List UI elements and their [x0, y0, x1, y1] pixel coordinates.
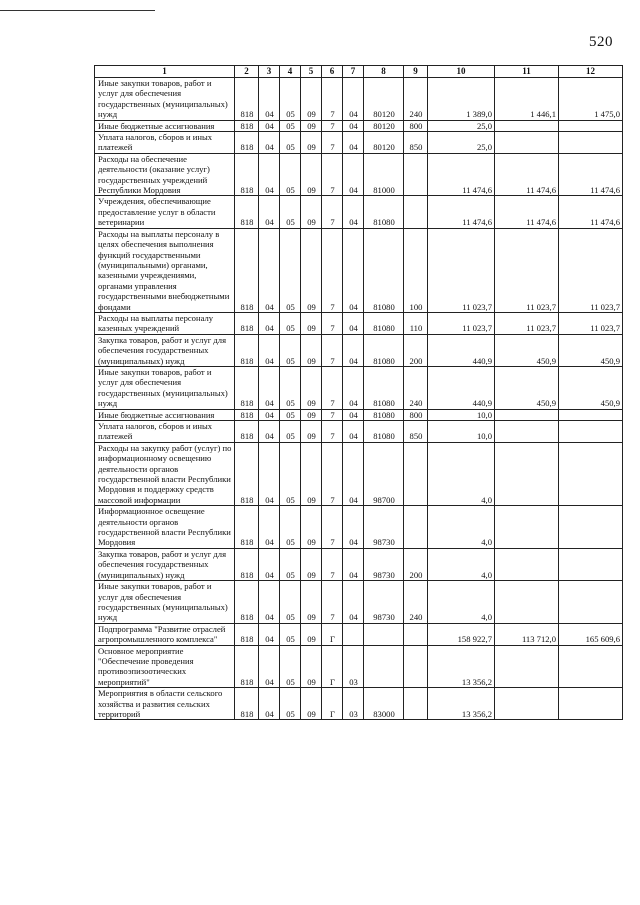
cell-col-3: 04	[259, 645, 280, 688]
row-description: Учреждения, обеспечивающие предоставление услуг в области ветеринарии	[95, 196, 235, 228]
cell-col-4: 05	[280, 442, 301, 505]
cell-col-5: 09	[301, 421, 322, 443]
row-description: Иные бюджетные ассигнования	[95, 120, 235, 131]
cell-col-10: 4,0	[428, 442, 495, 505]
cell-col-12: 11 023,7	[559, 228, 623, 312]
cell-col-4: 05	[280, 132, 301, 154]
cell-col-9: 240	[404, 78, 428, 121]
cell-col-9	[404, 623, 428, 645]
cell-col-2: 818	[235, 366, 259, 409]
cell-col-3: 04	[259, 132, 280, 154]
cell-col-12: 1 475,0	[559, 78, 623, 121]
cell-col-10: 11 023,7	[428, 228, 495, 312]
cell-col-12	[559, 120, 623, 131]
cell-col-8: 81080	[364, 421, 404, 443]
cell-col-3: 04	[259, 334, 280, 366]
cell-col-6: Г	[322, 688, 343, 720]
cell-col-9: 240	[404, 366, 428, 409]
table-header	[95, 66, 623, 78]
cell-col-4: 05	[280, 78, 301, 121]
cell-col-5: 09	[301, 688, 322, 720]
cell-col-12	[559, 442, 623, 505]
cell-col-5: 09	[301, 442, 322, 505]
cell-col-3: 04	[259, 623, 280, 645]
cell-col-11	[495, 645, 559, 688]
table-body	[95, 78, 623, 720]
cell-col-12	[559, 421, 623, 443]
cell-col-5: 09	[301, 334, 322, 366]
cell-col-8	[364, 623, 404, 645]
cell-col-8: 83000	[364, 688, 404, 720]
cell-col-12: 11 023,7	[559, 312, 623, 334]
cell-col-7: 04	[343, 334, 364, 366]
cell-col-9: 200	[404, 334, 428, 366]
row-description: Иные закупки товаров, работ и услуг для обеспечения государственных (муниципальных) нужд	[95, 581, 235, 624]
cell-col-9	[404, 645, 428, 688]
column-header-8: 8	[364, 66, 404, 78]
cell-col-2: 818	[235, 120, 259, 131]
cell-col-3: 04	[259, 581, 280, 624]
table-row	[95, 196, 623, 228]
cell-col-2: 818	[235, 334, 259, 366]
cell-col-8: 81000	[364, 153, 404, 196]
cell-col-5: 09	[301, 78, 322, 121]
cell-col-9	[404, 196, 428, 228]
cell-col-11	[495, 442, 559, 505]
cell-col-12	[559, 132, 623, 154]
cell-col-4: 05	[280, 120, 301, 131]
cell-col-10: 158 922,7	[428, 623, 495, 645]
cell-col-5: 09	[301, 581, 322, 624]
cell-col-6: 7	[322, 409, 343, 420]
column-header-12: 12	[559, 66, 623, 78]
cell-col-12: 165 609,6	[559, 623, 623, 645]
cell-col-4: 05	[280, 688, 301, 720]
cell-col-9	[404, 506, 428, 549]
cell-col-5: 09	[301, 645, 322, 688]
cell-col-6: 7	[322, 421, 343, 443]
cell-col-9: 850	[404, 421, 428, 443]
cell-col-7: 04	[343, 442, 364, 505]
cell-col-2: 818	[235, 312, 259, 334]
cell-col-12	[559, 409, 623, 420]
cell-col-10: 13 356,2	[428, 645, 495, 688]
cell-col-11	[495, 120, 559, 131]
cell-col-5: 09	[301, 623, 322, 645]
table-row	[95, 334, 623, 366]
column-header-1: 1	[95, 66, 235, 78]
cell-col-9	[404, 688, 428, 720]
cell-col-9: 100	[404, 228, 428, 312]
cell-col-11: 450,9	[495, 366, 559, 409]
cell-col-6: 7	[322, 506, 343, 549]
row-description: Расходы на выплаты персоналу в целях обеспечения выполнения функций государственными (муниципальными) органами, казенными учреждениями, органами управления государственными внебюджетными фондами	[95, 228, 235, 312]
row-description: Уплата налогов, сборов и иных платежей	[95, 132, 235, 154]
cell-col-7: 04	[343, 312, 364, 334]
cell-col-4: 05	[280, 196, 301, 228]
cell-col-5: 09	[301, 548, 322, 580]
row-description: Закупка товаров, работ и услуг для обеспечения государственных (муниципальных) нужд	[95, 548, 235, 580]
cell-col-8: 81080	[364, 334, 404, 366]
column-header-6: 6	[322, 66, 343, 78]
cell-col-9	[404, 153, 428, 196]
cell-col-8: 81080	[364, 228, 404, 312]
cell-col-3: 04	[259, 548, 280, 580]
cell-col-5: 09	[301, 196, 322, 228]
cell-col-10: 13 356,2	[428, 688, 495, 720]
cell-col-11: 450,9	[495, 334, 559, 366]
cell-col-3: 04	[259, 366, 280, 409]
cell-col-11: 1 446,1	[495, 78, 559, 121]
cell-col-8: 80120	[364, 132, 404, 154]
cell-col-2: 818	[235, 421, 259, 443]
table-row	[95, 581, 623, 624]
cell-col-9: 800	[404, 409, 428, 420]
cell-col-12: 11 474,6	[559, 153, 623, 196]
cell-col-6: 7	[322, 366, 343, 409]
cell-col-3: 04	[259, 688, 280, 720]
cell-col-8: 80120	[364, 78, 404, 121]
cell-col-3: 04	[259, 196, 280, 228]
cell-col-2: 818	[235, 78, 259, 121]
cell-col-9	[404, 442, 428, 505]
column-header-11: 11	[495, 66, 559, 78]
cell-col-11	[495, 548, 559, 580]
cell-col-10: 440,9	[428, 334, 495, 366]
cell-col-6: 7	[322, 581, 343, 624]
cell-col-3: 04	[259, 120, 280, 131]
table-row	[95, 132, 623, 154]
cell-col-3: 04	[259, 442, 280, 505]
cell-col-12	[559, 548, 623, 580]
cell-col-7: 04	[343, 120, 364, 131]
cell-col-2: 818	[235, 581, 259, 624]
column-header-4: 4	[280, 66, 301, 78]
cell-col-11: 113 712,0	[495, 623, 559, 645]
cell-col-6: 7	[322, 228, 343, 312]
row-description: Информационное освещение деятельности органов государственной власти Республики Мордовия	[95, 506, 235, 549]
row-description: Расходы на выплаты персоналу казенных учреждений	[95, 312, 235, 334]
table-row	[95, 78, 623, 121]
cell-col-7: 03	[343, 688, 364, 720]
cell-col-8: 80120	[364, 120, 404, 131]
cell-col-3: 04	[259, 312, 280, 334]
cell-col-11	[495, 409, 559, 420]
cell-col-2: 818	[235, 688, 259, 720]
cell-col-7: 04	[343, 506, 364, 549]
column-header-7: 7	[343, 66, 364, 78]
cell-col-6: 7	[322, 548, 343, 580]
cell-col-2: 818	[235, 153, 259, 196]
table-row	[95, 366, 623, 409]
cell-col-10: 1 389,0	[428, 78, 495, 121]
cell-col-9: 240	[404, 581, 428, 624]
cell-col-7: 04	[343, 153, 364, 196]
cell-col-10: 4,0	[428, 506, 495, 549]
cell-col-8: 98730	[364, 548, 404, 580]
cell-col-10: 25,0	[428, 120, 495, 131]
table-row	[95, 421, 623, 443]
cell-col-5: 09	[301, 132, 322, 154]
cell-col-5: 09	[301, 409, 322, 420]
cell-col-2: 818	[235, 409, 259, 420]
cell-col-2: 818	[235, 132, 259, 154]
cell-col-2: 818	[235, 442, 259, 505]
row-description: Закупка товаров, работ и услуг для обеспечения государственных (муниципальных) нужд	[95, 334, 235, 366]
cell-col-6: 7	[322, 153, 343, 196]
cell-col-8: 81080	[364, 409, 404, 420]
table-row	[95, 645, 623, 688]
cell-col-8	[364, 645, 404, 688]
cell-col-6: 7	[322, 312, 343, 334]
cell-col-6: 7	[322, 334, 343, 366]
cell-col-4: 05	[280, 366, 301, 409]
cell-col-9: 850	[404, 132, 428, 154]
cell-col-12: 450,9	[559, 366, 623, 409]
cell-col-12	[559, 506, 623, 549]
cell-col-3: 04	[259, 409, 280, 420]
cell-col-3: 04	[259, 506, 280, 549]
column-header-3: 3	[259, 66, 280, 78]
column-header-2: 2	[235, 66, 259, 78]
cell-col-11: 11 474,6	[495, 153, 559, 196]
table-row	[95, 153, 623, 196]
cell-col-11	[495, 581, 559, 624]
cell-col-11: 11 023,7	[495, 228, 559, 312]
row-description: Основное мероприятие "Обеспечение проведения противоэпизоотических мероприятий"	[95, 645, 235, 688]
cell-col-3: 04	[259, 421, 280, 443]
table-row	[95, 120, 623, 131]
cell-col-11	[495, 506, 559, 549]
cell-col-7: 04	[343, 548, 364, 580]
row-description: Иные закупки товаров, работ и услуг для обеспечения государственных (муниципальных) нужд	[95, 366, 235, 409]
cell-col-2: 818	[235, 645, 259, 688]
cell-col-12: 450,9	[559, 334, 623, 366]
cell-col-11	[495, 132, 559, 154]
cell-col-7: 04	[343, 78, 364, 121]
table-row	[95, 506, 623, 549]
table-row	[95, 548, 623, 580]
cell-col-4: 05	[280, 506, 301, 549]
cell-col-5: 09	[301, 153, 322, 196]
cell-col-10: 11 474,6	[428, 196, 495, 228]
cell-col-7: 04	[343, 196, 364, 228]
cell-col-7	[343, 623, 364, 645]
page-number: 520	[589, 34, 613, 50]
cell-col-6: 7	[322, 132, 343, 154]
cell-col-4: 05	[280, 548, 301, 580]
column-header-5: 5	[301, 66, 322, 78]
cell-col-4: 05	[280, 334, 301, 366]
cell-col-7: 04	[343, 228, 364, 312]
cell-col-11	[495, 421, 559, 443]
cell-col-10: 10,0	[428, 409, 495, 420]
cell-col-8: 98700	[364, 442, 404, 505]
cell-col-6: Г	[322, 623, 343, 645]
cell-col-6: Г	[322, 645, 343, 688]
cell-col-4: 05	[280, 153, 301, 196]
cell-col-8: 98730	[364, 581, 404, 624]
cell-col-8: 81080	[364, 196, 404, 228]
cell-col-12	[559, 581, 623, 624]
cell-col-2: 818	[235, 196, 259, 228]
cell-col-7: 04	[343, 132, 364, 154]
cell-col-6: 7	[322, 120, 343, 131]
row-description: Подпрограмма "Развитие отраслей агропромышленного комплекса"	[95, 623, 235, 645]
cell-col-5: 09	[301, 228, 322, 312]
table-row	[95, 228, 623, 312]
cell-col-9: 200	[404, 548, 428, 580]
top-rule	[0, 10, 155, 11]
cell-col-6: 7	[322, 78, 343, 121]
cell-col-12: 11 474,6	[559, 196, 623, 228]
cell-col-5: 09	[301, 506, 322, 549]
cell-col-8: 81080	[364, 312, 404, 334]
cell-col-2: 818	[235, 548, 259, 580]
cell-col-6: 7	[322, 442, 343, 505]
header-row	[95, 66, 623, 78]
cell-col-10: 25,0	[428, 132, 495, 154]
cell-col-3: 04	[259, 228, 280, 312]
cell-col-5: 09	[301, 312, 322, 334]
cell-col-7: 04	[343, 366, 364, 409]
table-row	[95, 312, 623, 334]
cell-col-4: 05	[280, 581, 301, 624]
cell-col-4: 05	[280, 421, 301, 443]
row-description: Расходы на закупку работ (услуг) по информационному освещению деятельности органов государственной власти Республики Мордовия и поддержку средств массовой информации	[95, 442, 235, 505]
cell-col-4: 05	[280, 409, 301, 420]
cell-col-4: 05	[280, 312, 301, 334]
cell-col-2: 818	[235, 623, 259, 645]
cell-col-9: 110	[404, 312, 428, 334]
row-description: Уплата налогов, сборов и иных платежей	[95, 421, 235, 443]
cell-col-6: 7	[322, 196, 343, 228]
cell-col-5: 09	[301, 366, 322, 409]
cell-col-11	[495, 688, 559, 720]
cell-col-8: 98730	[364, 506, 404, 549]
cell-col-10: 10,0	[428, 421, 495, 443]
cell-col-3: 04	[259, 78, 280, 121]
cell-col-9: 800	[404, 120, 428, 131]
budget-table	[94, 65, 623, 720]
cell-col-3: 04	[259, 153, 280, 196]
cell-col-10: 440,9	[428, 366, 495, 409]
table-row	[95, 623, 623, 645]
cell-col-12	[559, 645, 623, 688]
cell-col-4: 05	[280, 228, 301, 312]
table-row	[95, 409, 623, 420]
row-description: Иные бюджетные ассигнования	[95, 409, 235, 420]
cell-col-2: 818	[235, 228, 259, 312]
cell-col-5: 09	[301, 120, 322, 131]
column-header-10: 10	[428, 66, 495, 78]
cell-col-11: 11 023,7	[495, 312, 559, 334]
cell-col-4: 05	[280, 623, 301, 645]
cell-col-2: 818	[235, 506, 259, 549]
table-row	[95, 442, 623, 505]
row-description: Иные закупки товаров, работ и услуг для обеспечения государственных (муниципальных) нужд	[95, 78, 235, 121]
cell-col-7: 04	[343, 409, 364, 420]
cell-col-7: 04	[343, 421, 364, 443]
cell-col-8: 81080	[364, 366, 404, 409]
cell-col-7: 04	[343, 581, 364, 624]
column-header-9: 9	[404, 66, 428, 78]
table-row	[95, 688, 623, 720]
cell-col-4: 05	[280, 645, 301, 688]
cell-col-10: 11 023,7	[428, 312, 495, 334]
cell-col-10: 11 474,6	[428, 153, 495, 196]
cell-col-11: 11 474,6	[495, 196, 559, 228]
row-description: Мероприятия в области сельского хозяйства и развития сельских территорий	[95, 688, 235, 720]
cell-col-10: 4,0	[428, 548, 495, 580]
row-description: Расходы на обеспечение деятельности (оказание услуг) государственных учреждений Республики Мордовия	[95, 153, 235, 196]
cell-col-10: 4,0	[428, 581, 495, 624]
cell-col-7: 03	[343, 645, 364, 688]
cell-col-12	[559, 688, 623, 720]
